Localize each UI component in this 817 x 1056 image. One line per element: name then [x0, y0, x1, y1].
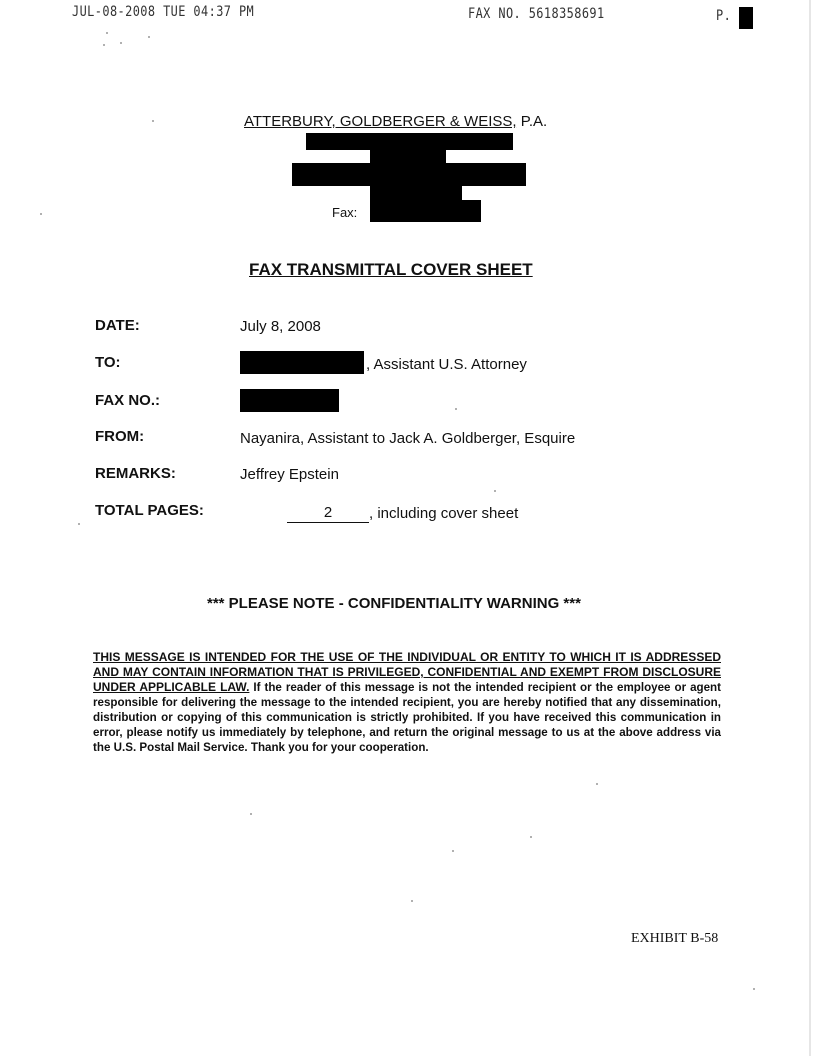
scan-speck — [455, 408, 457, 410]
from-value: Nayanira, Assistant to Jack A. Goldberger, Esquire — [240, 430, 576, 447]
to-label: TO: — [95, 354, 121, 371]
scan-speck — [530, 836, 532, 838]
confidentiality-notice-emphasis: THIS MESSAGE IS INTENDED FOR THE USE OF THE INDIVIDUAL OR ENTITY TO WHICH IT IS ADDRESSED AND MAY CONTAIN INFORMATION THAT IS PRIVILEGED, CONFIDENTIAL AND EXEMPT FROM DISCLOSURE UNDER APPLICABLE LAW. — [93, 650, 721, 694]
firm-name-suffix: P.A. — [516, 113, 548, 130]
letterhead-fax-label: Fax: — [332, 205, 358, 220]
date-label: DATE: — [95, 317, 140, 334]
scan-speck — [250, 813, 252, 815]
scan-speck — [452, 850, 454, 852]
scan-speck — [411, 900, 413, 902]
fax-page-label: P. — [716, 8, 732, 24]
scan-speck — [106, 32, 108, 34]
firm-name — [244, 113, 547, 130]
cover-sheet-title: FAX TRANSMITTAL COVER SHEET — [249, 260, 533, 279]
from-label: FROM: — [95, 428, 145, 445]
confidentiality-notice — [93, 650, 721, 755]
remarks-value: Jeffrey Epstein — [240, 466, 339, 483]
page-number-redaction — [739, 7, 753, 29]
fax-no-label: FAX NO.: — [95, 392, 161, 409]
total-pages-label: TOTAL PAGES: — [95, 502, 204, 519]
exhibit-label: EXHIBIT B-58 — [631, 931, 719, 946]
fax-number-redaction — [370, 200, 481, 222]
total-pages-number — [287, 504, 369, 523]
scan-speck — [148, 36, 150, 38]
address-redaction — [306, 133, 513, 150]
scan-speck — [40, 213, 42, 215]
total-pages-suffix: , including cover sheet — [369, 505, 519, 522]
recipient-redaction — [240, 351, 364, 374]
scan-speck — [78, 523, 80, 525]
address-redaction — [370, 150, 446, 163]
to-value: , Assistant U.S. Attorney — [366, 356, 527, 373]
total-pages-value: 2 — [323, 504, 333, 521]
firm-name-main: ATTERBURY, GOLDBERGER & WEISS, — [244, 113, 517, 130]
address-redaction — [292, 163, 526, 186]
fax-timestamp: JUL-08-2008 TUE 04:37 PM — [72, 4, 255, 20]
scan-speck — [120, 42, 122, 44]
phone-redaction — [370, 186, 462, 200]
confidentiality-heading: *** PLEASE NOTE - CONFIDENTIALITY WARNING *** — [207, 595, 581, 612]
confidentiality-notice-body: If the reader of this message is not the intended recipient or the employee or agent responsible for delivering the message to the intended recipient, you are hereby notified that any dissemination, distribution or copying of this communication is strictly prohibited. If you have received this communication in error, please notify us immediately by telephone, and return the original message to us at the above address via the U.S. Postal Mail Service. Thank you for your cooperation. — [93, 681, 721, 754]
scan-speck — [494, 490, 496, 492]
scan-speck — [152, 120, 154, 122]
fax-number-header: FAX NO. 5618358691 — [468, 6, 605, 22]
remarks-label: REMARKS: — [95, 465, 176, 482]
scan-speck — [753, 988, 755, 990]
scan-speck — [596, 783, 598, 785]
date-value: July 8, 2008 — [240, 318, 321, 335]
scan-speck — [103, 44, 105, 46]
fax-no-redaction — [240, 389, 339, 412]
scan-edge — [809, 0, 811, 1056]
